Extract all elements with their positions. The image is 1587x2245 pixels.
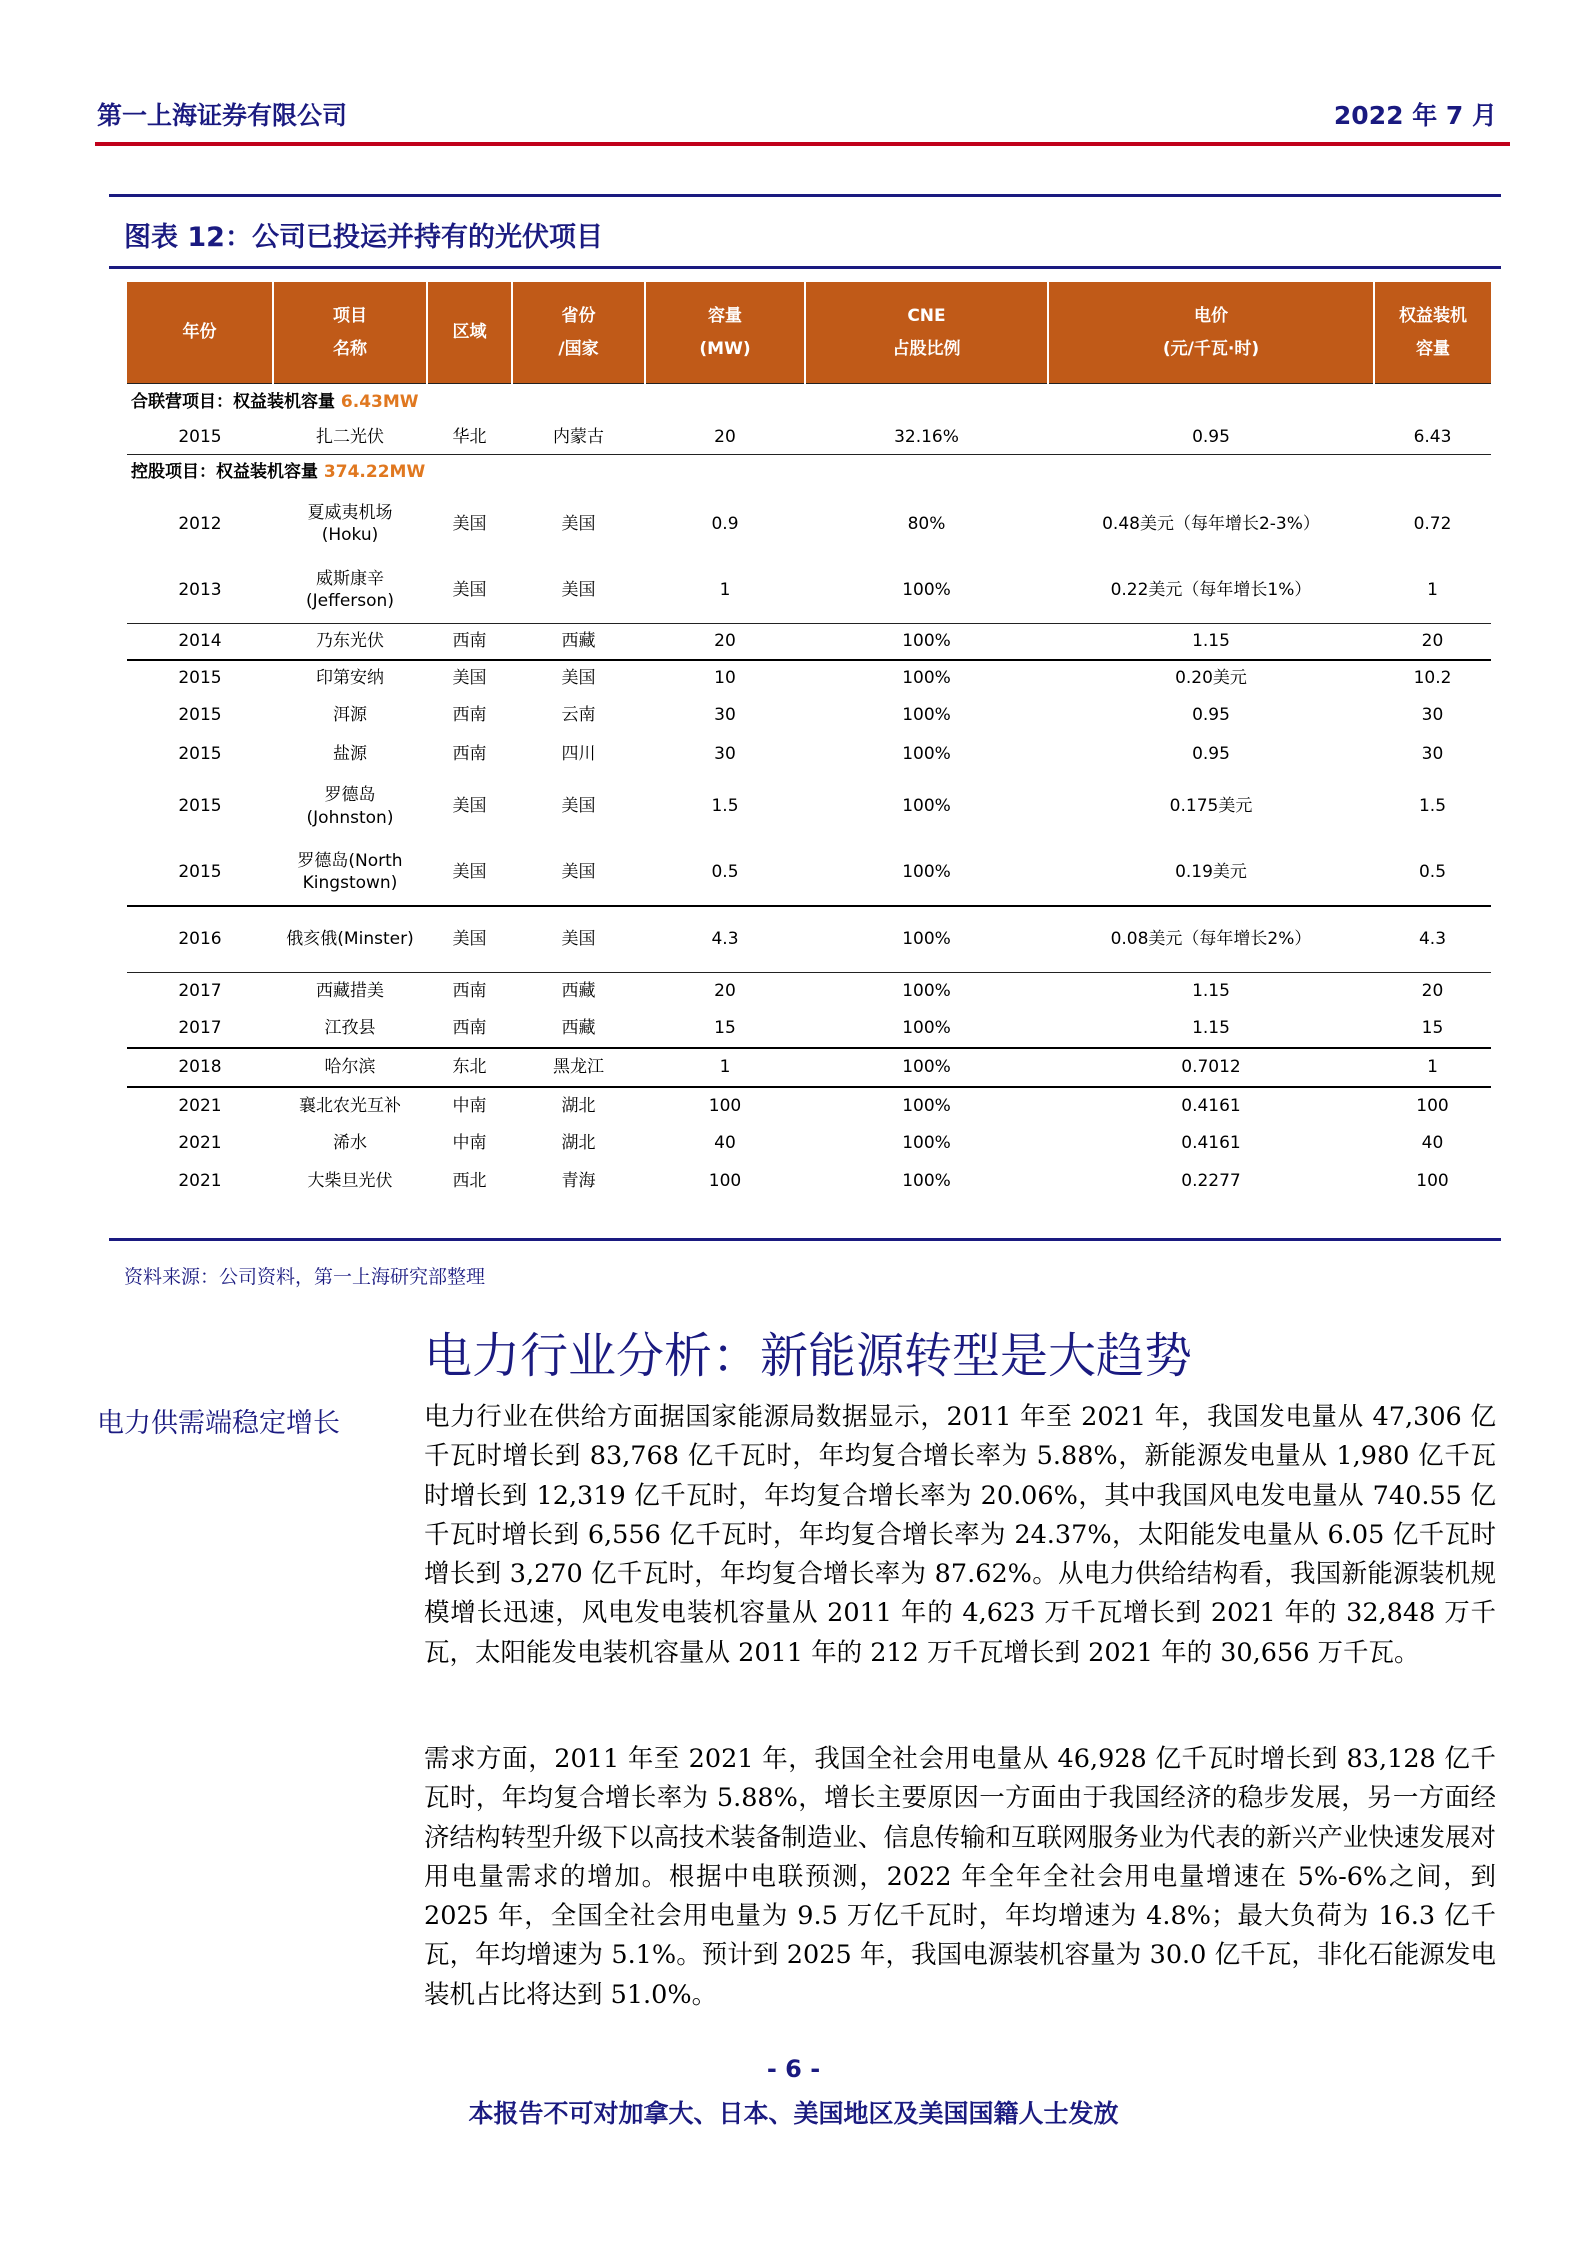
cell-share: 100%: [805, 660, 1048, 697]
cell-year: 2015: [127, 660, 273, 697]
cell-region: 西北: [452, 1170, 487, 1191]
header-rule: [95, 142, 1510, 146]
cell-name: 浠水: [333, 1133, 367, 1154]
cell-province: 美国: [561, 580, 596, 601]
col-price: 电价 (元/千瓦·时): [1048, 282, 1374, 384]
cell-equity: 4.3: [1374, 906, 1491, 973]
cell-share: 100%: [805, 1087, 1048, 1125]
figure-bottom-rule: [109, 1238, 1501, 1241]
cell-equity: 30: [1421, 743, 1444, 764]
cell-price: 0.48美元（每年增长2-3%）: [1102, 513, 1320, 534]
cell-capacity: 0.9: [711, 513, 739, 534]
cell-capacity: 20: [645, 624, 805, 660]
cell-equity: 40: [1421, 1133, 1444, 1154]
cell-share: 100%: [805, 973, 1048, 1010]
cell-province: 四川: [561, 743, 596, 764]
cell-capacity: 0.5: [711, 861, 739, 882]
cell-province: 美国: [512, 660, 645, 697]
cell-share: 100%: [805, 624, 1048, 660]
cell-capacity: 15: [714, 1017, 736, 1038]
cell-province: 西藏: [512, 624, 645, 660]
cell-equity: 20: [1374, 973, 1491, 1010]
table-row: [127, 1163, 1491, 1200]
col-share: CNE 占股比例: [805, 282, 1048, 384]
cell-province: 青海: [561, 1170, 596, 1191]
cell-price: 0.95: [1192, 743, 1230, 764]
cell-region: 华北: [452, 426, 487, 447]
cell-year: 2021: [178, 1170, 222, 1191]
table-row: [127, 735, 1491, 774]
figure-source: 资料来源：公司资料，第一上海研究部整理: [124, 1266, 486, 1288]
cell-share: 100%: [902, 705, 951, 726]
cell-share: 100%: [902, 1017, 951, 1038]
company-name: 第一上海证券有限公司: [97, 101, 348, 130]
cell-share: 80%: [907, 513, 946, 534]
cell-share: 100%: [805, 1048, 1048, 1087]
cell-price: 0.7012: [1048, 1048, 1374, 1087]
cell-equity: 10.2: [1374, 660, 1491, 697]
cell-share: 100%: [902, 1133, 951, 1154]
cell-province: 湖北: [561, 1133, 596, 1154]
cell-share: 100%: [902, 796, 951, 817]
table-header-row: [127, 282, 1491, 384]
cell-year: 2021: [178, 1133, 222, 1154]
cell-province: 美国: [561, 796, 596, 817]
col-province: 省份 /国家: [512, 282, 645, 384]
cell-year: 2021: [127, 1087, 273, 1125]
cell-region: 西南: [452, 743, 487, 764]
figure-title: 图表 12：公司已投运并持有的光伏项目: [124, 222, 603, 253]
col-capacity: 容量 (MW): [645, 282, 805, 384]
cell-capacity: 20: [714, 426, 736, 447]
side-label: 电力供需端稳定增长: [97, 1408, 340, 1439]
cell-share: 100%: [902, 743, 951, 764]
table-row: [127, 624, 1491, 660]
cell-name: 罗德岛 (Johnston): [306, 785, 394, 828]
cell-name: 夏威夷机场 (Hoku): [307, 502, 393, 545]
cell-year: 2014: [127, 624, 273, 660]
cell-province: 美国: [561, 861, 596, 882]
cell-capacity: 4.3: [645, 906, 805, 973]
cell-region: 中南: [452, 1133, 487, 1154]
paragraph-supply: 电力行业在供给方面据国家能源局数据显示，2011 年至 2021 年，我国发电量从 47,306 亿千瓦时增长到 83,768 亿千瓦时，年均复合增长率为 5.88%，新能源发电量从 1,980 亿千瓦时增长到 12,319 亿千瓦时，年均复合增长率为 20.06%，其中我国风电发电量从 740.55 亿千瓦时增长到 6,556 亿千瓦时，年均复合增长率为 24.37%，太阳能发电量从 6.05 亿千瓦时增长到 3,270 亿千瓦时，年均复合增长率为 87.62%。从电力供给结构看，我国新能源装机规模增长迅速，风电发电装机容量从 2011 年的 4,623 万千瓦增长到 2021 年的 32,848 万千瓦，太阳能发电装机容量从 2011 年的 212 万千瓦增长到 2021 年的 30,656 万千瓦。: [424, 1402, 1496, 1668]
cell-price: 0.95: [1192, 426, 1230, 447]
cell-year: 2017: [127, 973, 273, 1010]
cell-province: 美国: [512, 906, 645, 973]
cell-region: 美国: [427, 906, 512, 973]
cell-year: 2012: [178, 513, 222, 534]
cell-name: 俄亥俄(Minster): [273, 906, 427, 973]
cell-name: 罗德岛(North Kingstown): [297, 850, 403, 893]
cell-price: 0.19美元: [1175, 861, 1247, 882]
cell-region: 西南: [452, 1017, 487, 1038]
cell-price: 1.15: [1048, 624, 1374, 660]
cell-capacity: 30: [714, 743, 736, 764]
cell-year: 2015: [178, 426, 222, 447]
cell-price: 0.4161: [1181, 1133, 1241, 1154]
cell-capacity: 40: [714, 1133, 736, 1154]
cell-province: 云南: [561, 705, 596, 726]
cell-share: 32.16%: [894, 426, 959, 447]
table-row: [127, 1048, 1491, 1087]
table-row: [127, 660, 1491, 697]
cell-name: 威斯康辛 (Jefferson): [306, 568, 394, 612]
cell-year: 2013: [178, 580, 222, 601]
cell-capacity: 10: [645, 660, 805, 697]
cell-year: 2015: [178, 861, 222, 882]
cell-name: 乃东光伏: [273, 624, 427, 660]
cell-region: 西南: [452, 705, 487, 726]
cell-capacity: 1: [645, 1048, 805, 1087]
cell-region: 西南: [427, 973, 512, 1010]
table-row: [127, 1087, 1491, 1125]
cell-province: 西藏: [512, 973, 645, 1010]
cell-year: 2015: [178, 705, 222, 726]
col-year: 年份: [127, 282, 273, 384]
cell-name: 印第安纳: [273, 660, 427, 697]
cell-region: 美国: [452, 580, 487, 601]
table-row: [127, 774, 1491, 840]
cell-capacity: 100: [645, 1087, 805, 1125]
cell-region: 美国: [452, 796, 487, 817]
section-capacity-value: 374.22MW: [323, 462, 426, 483]
cell-year: 2015: [178, 743, 222, 764]
col-equity: 权益装机 容量: [1374, 282, 1491, 384]
cell-price: 1.15: [1192, 1017, 1230, 1038]
cell-share: 100%: [902, 580, 951, 601]
cell-name: 洱源: [333, 705, 367, 726]
cell-capacity: 30: [714, 705, 736, 726]
cell-equity: 30: [1421, 705, 1444, 726]
cell-price: 0.2277: [1181, 1170, 1241, 1191]
section-label: 合联营项目：权益装机容量 6.43MW: [127, 384, 1491, 421]
cell-province: 黑龙江: [512, 1048, 645, 1087]
page-number: - 6 -: [766, 2055, 821, 2083]
cell-name: 西藏措美: [273, 973, 427, 1010]
col-region: 区域: [427, 282, 512, 384]
cell-price: 1.15: [1048, 973, 1374, 1010]
cell-name: 扎二光伏: [316, 426, 384, 447]
cell-share: 100%: [805, 906, 1048, 973]
cell-capacity: 20: [645, 973, 805, 1010]
cell-year: 2015: [178, 796, 222, 817]
cell-price: 0.4161: [1048, 1087, 1374, 1125]
cell-province: 美国: [561, 513, 596, 534]
table-row: [127, 558, 1491, 624]
table-row: [127, 491, 1491, 558]
table-row: [127, 420, 1491, 454]
cell-price: 0.175美元: [1169, 796, 1253, 817]
cell-price: 0.95: [1192, 705, 1230, 726]
cell-equity: 20: [1374, 624, 1491, 660]
table-row: [127, 1125, 1491, 1163]
table-section-row: [127, 454, 1491, 491]
table-row: [127, 840, 1491, 906]
cell-share: 100%: [902, 1170, 951, 1191]
cell-province: 西藏: [561, 1017, 596, 1038]
cell-price: 0.22美元（每年增长1%）: [1110, 580, 1312, 601]
cell-region: 东北: [427, 1048, 512, 1087]
section-label: 控股项目：权益装机容量 374.22MW: [127, 454, 1491, 491]
cell-equity: 1: [1374, 1048, 1491, 1087]
section-heading: 电力行业分析：新能源转型是大趋势: [424, 1328, 1193, 1384]
cell-price: 0.20美元: [1048, 660, 1374, 697]
cell-share: 100%: [902, 861, 951, 882]
cell-capacity: 1.5: [711, 796, 739, 817]
cell-equity: 100: [1374, 1087, 1491, 1125]
cell-region: 中南: [427, 1087, 512, 1125]
cell-name: 盐源: [333, 743, 367, 764]
table-row: [127, 1010, 1491, 1048]
col-name: 项目 名称: [273, 282, 427, 384]
cell-equity: 6.43: [1413, 426, 1452, 447]
figure-top-rule: [109, 194, 1501, 197]
cell-equity: 15: [1421, 1017, 1444, 1038]
table-row: [127, 906, 1491, 973]
cell-region: 美国: [452, 861, 487, 882]
cell-province: 湖北: [512, 1087, 645, 1125]
cell-equity: 0.72: [1413, 513, 1452, 534]
cell-equity: 100: [1416, 1170, 1449, 1191]
cell-capacity: 1: [719, 580, 731, 601]
table-row: [127, 973, 1491, 1010]
paragraph-demand: 需求方面，2011 年至 2021 年，我国全社会用电量从 46,928 亿千瓦时增长到 83,128 亿千瓦时，年均复合增长率为 5.88%，增长主要原因一方面由于我国经济的稳步发展，另一方面经济结构转型升级下以高技术装备制造业、信息传输和互联网服务业为代表的新兴产业快速发展对用电量需求的增加。根据中电联预测，2022 年全年全社会用电量增速在 5%-6%之间，到 2025 年，全国全社会用电量为 9.5 万亿千瓦时，年均增速为 4.8%；最大负荷为 16.3 亿千瓦，年均增速为 5.1%。预计到 2025 年，我国电源装机容量为 30.0 亿千瓦，非化石能源发电装机占比将达到 51.0%。: [424, 1744, 1496, 2010]
table-section-row: [127, 384, 1491, 421]
cell-province: 内蒙古: [553, 426, 604, 447]
figure-title-rule: [109, 266, 1501, 269]
cell-capacity: 100: [708, 1170, 742, 1191]
cell-equity: 0.5: [1418, 861, 1447, 882]
cell-equity: 1.5: [1418, 796, 1447, 817]
cell-name: 襄北农光互补: [273, 1087, 427, 1125]
footer-disclaimer: 本报告不可对加拿大、日本、美国地区及美国国籍人士发放: [468, 2099, 1119, 2128]
cell-name: 大柴旦光伏: [307, 1170, 393, 1191]
cell-name: 哈尔滨: [273, 1048, 427, 1087]
pv-projects-table: [127, 282, 1491, 1200]
cell-region: 西南: [427, 624, 512, 660]
cell-year: 2016: [127, 906, 273, 973]
report-date: 2022 年 7 月: [1333, 101, 1497, 130]
cell-equity: 1: [1427, 580, 1438, 601]
cell-name: 江孜县: [324, 1017, 376, 1038]
cell-year: 2017: [178, 1017, 222, 1038]
cell-region: 美国: [452, 513, 487, 534]
cell-price: 0.08美元（每年增长2%）: [1048, 906, 1374, 973]
cell-year: 2018: [127, 1048, 273, 1087]
table-row: [127, 697, 1491, 735]
cell-region: 美国: [427, 660, 512, 697]
section-capacity-value: 6.43MW: [340, 391, 419, 412]
